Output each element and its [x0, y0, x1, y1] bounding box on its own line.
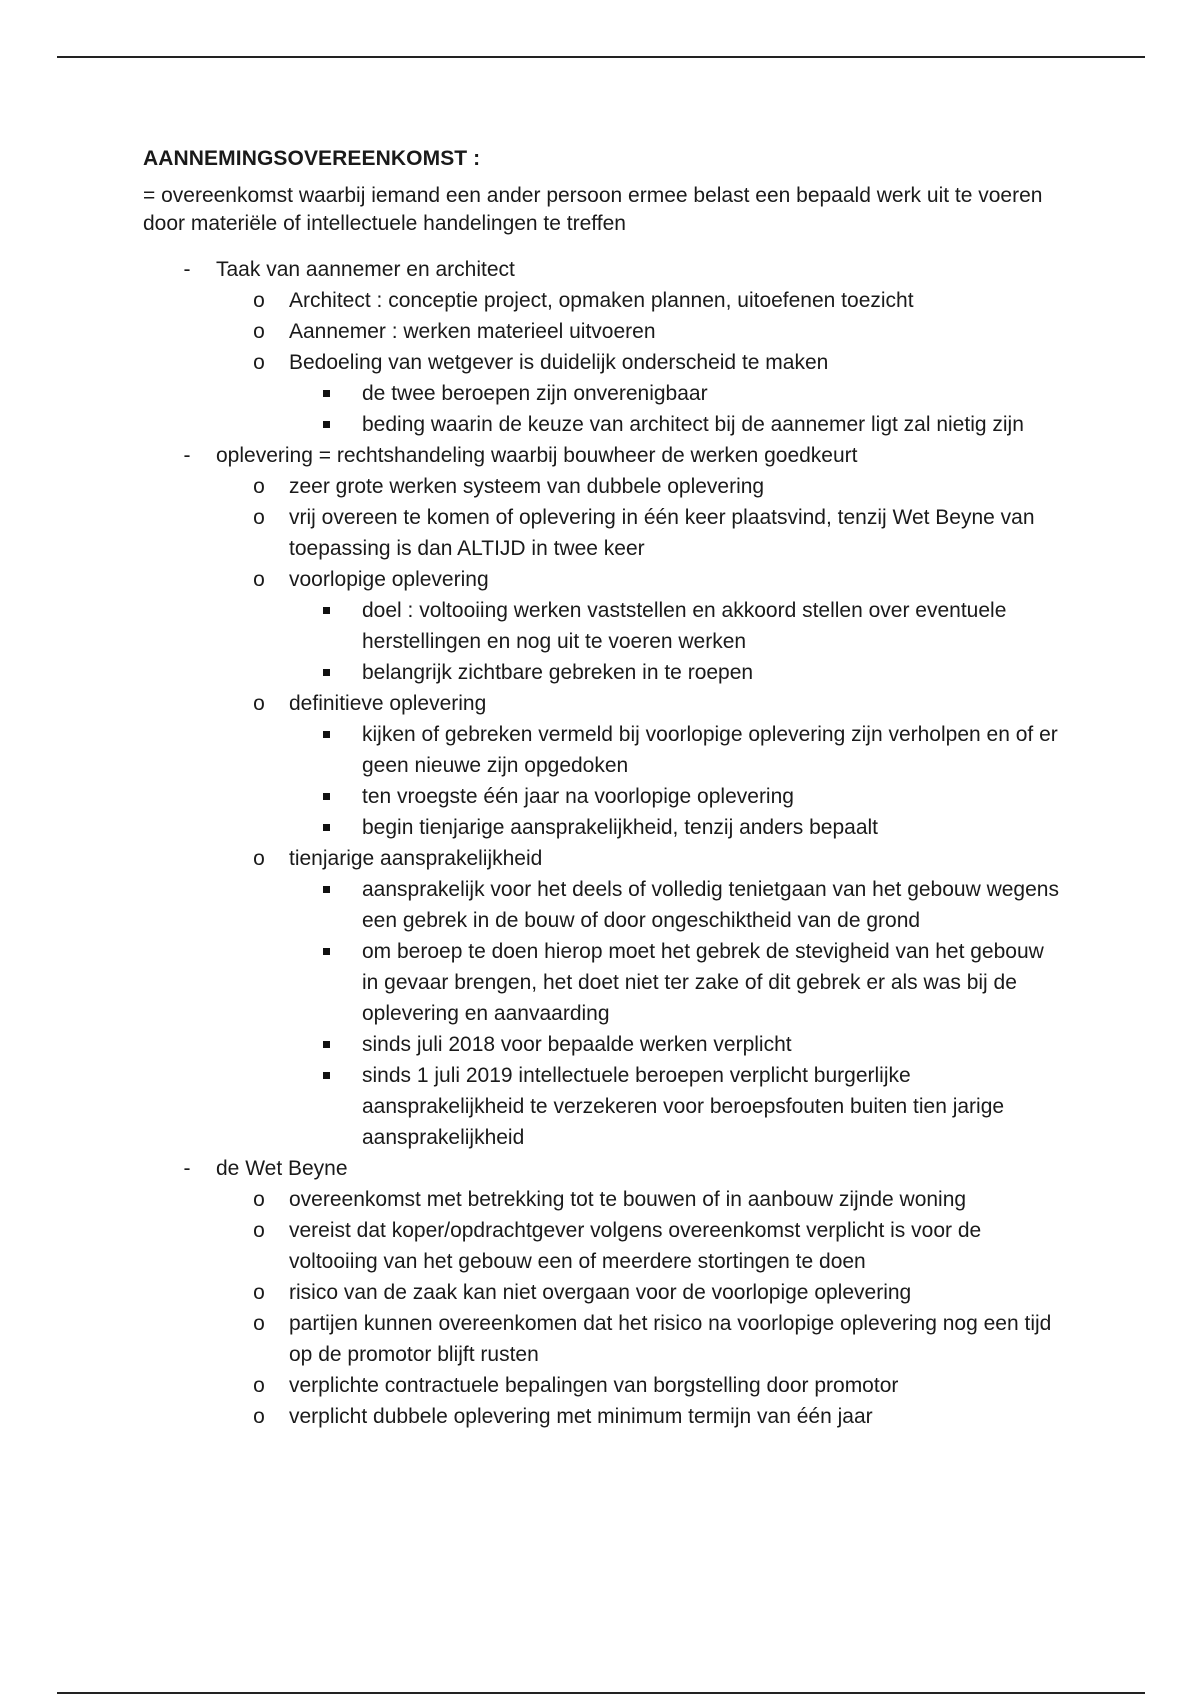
- detail-item-text: sinds 1 juli 2019 intellectuele beroepen verplicht burgerlijke aansprakelijkheid te verzekeren voor beroepsfouten buiten tien jarige aansprakelijkheid: [362, 1064, 1005, 1149]
- sub-item-text: definitieve oplevering: [289, 692, 487, 715]
- detail-item: [289, 1029, 1063, 1060]
- sub-item: [216, 347, 1063, 440]
- detail-list: [289, 378, 1063, 440]
- detail-item: [289, 781, 1063, 812]
- sub-item: [216, 1370, 1063, 1401]
- detail-item-text: om beroep te doen hierop moet het gebrek de stevigheid van het gebouw in gevaar brengen, het doet niet ter zake of dit gebrek er als was bij de oplevering en aanvaarding: [362, 940, 1044, 1025]
- detail-list: [289, 719, 1063, 843]
- sub-item-text: verplicht dubbele oplevering met minimum termijn van één jaar: [289, 1405, 873, 1428]
- detail-item: [289, 409, 1063, 440]
- sub-item: [216, 843, 1063, 1153]
- outline-item: [143, 254, 1063, 440]
- square-bullet-icon: [323, 824, 330, 831]
- detail-list: [289, 595, 1063, 688]
- sub-item: [216, 502, 1063, 564]
- outline-list: [143, 254, 1063, 1432]
- detail-item-text: kijken of gebreken vermeld bij voorlopige oplevering zijn verholpen en of er geen nieuwe zijn opgedoken: [362, 723, 1058, 777]
- detail-item: [289, 874, 1063, 936]
- dash-bullet-icon: -: [183, 444, 191, 467]
- detail-item-text: beding waarin de keuze van architect bij de aannemer ligt zal nietig zijn: [362, 413, 1024, 436]
- detail-item-text: doel : voltooiing werken vaststellen en akkoord stellen over eventuele herstellingen en nog uit te voeren werken: [362, 599, 1007, 653]
- circle-bullet-icon: o: [253, 1374, 265, 1397]
- circle-bullet-icon: o: [253, 1312, 265, 1335]
- detail-list: [289, 874, 1063, 1153]
- circle-bullet-icon: o: [253, 320, 265, 343]
- circle-bullet-icon: o: [253, 1188, 265, 1211]
- definition-paragraph: = overeenkomst waarbij iemand een ander persoon ermee belast een bepaald werk uit te voeren door materiële of intellectuele handelingen te treffen: [143, 184, 1043, 235]
- detail-item: [289, 378, 1063, 409]
- sub-list: [216, 471, 1063, 1153]
- detail-item: [289, 812, 1063, 843]
- sub-item: [216, 1277, 1063, 1308]
- sub-item-text: risico van de zaak kan niet overgaan voor de voorlopige oplevering: [289, 1281, 912, 1304]
- outline-item-text: oplevering = rechtshandeling waarbij bouwheer de werken goedkeurt: [216, 444, 858, 467]
- outline-item: [143, 1153, 1063, 1432]
- sub-item-text: voorlopige oplevering: [289, 568, 489, 591]
- circle-bullet-icon: o: [253, 692, 265, 715]
- circle-bullet-icon: o: [253, 475, 265, 498]
- document-title: AANNEMINGSOVEREENKOMST :: [143, 147, 481, 170]
- circle-bullet-icon: o: [253, 1405, 265, 1428]
- square-bullet-icon: [323, 948, 330, 955]
- header-rule: [57, 56, 1145, 58]
- sub-item-text: Aannemer : werken materieel uitvoeren: [289, 320, 656, 343]
- circle-bullet-icon: o: [253, 351, 265, 374]
- detail-item: [289, 1060, 1063, 1153]
- sub-item: [216, 1215, 1063, 1277]
- square-bullet-icon: [323, 669, 330, 676]
- sub-item-text: vrij overeen te komen of oplevering in één keer plaatsvind, tenzij Wet Beyne van toepassing is dan ALTIJD in twee keer: [289, 506, 1035, 560]
- square-bullet-icon: [323, 390, 330, 397]
- circle-bullet-icon: o: [253, 847, 265, 870]
- dash-bullet-icon: -: [183, 1157, 191, 1180]
- document-body: [143, 144, 1063, 1432]
- sub-item-text: vereist dat koper/opdrachtgever volgens overeenkomst verplicht is voor de voltooiing van het gebouw een of meerdere stortingen te doen: [289, 1219, 982, 1273]
- detail-item-text: begin tienjarige aansprakelijkheid, tenzij anders bepaalt: [362, 816, 879, 839]
- sub-item-text: Architect : conceptie project, opmaken plannen, uitoefenen toezicht: [289, 289, 914, 312]
- sub-item: [216, 688, 1063, 843]
- detail-item-text: sinds juli 2018 voor bepaalde werken verplicht: [362, 1033, 792, 1056]
- square-bullet-icon: [323, 607, 330, 614]
- outline-item: [143, 440, 1063, 1153]
- sub-item-text: partijen kunnen overeenkomen dat het risico na voorlopige oplevering nog een tijd op de promotor blijft rusten: [289, 1312, 1052, 1366]
- square-bullet-icon: [323, 793, 330, 800]
- outline-item-text: Taak van aannemer en architect: [216, 258, 515, 281]
- sub-item: [216, 285, 1063, 316]
- circle-bullet-icon: o: [253, 1281, 265, 1304]
- circle-bullet-icon: o: [253, 506, 265, 529]
- sub-item: [216, 471, 1063, 502]
- detail-item-text: aansprakelijk voor het deels of volledig tenietgaan van het gebouw wegens een gebrek in de bouw of door ongeschiktheid van de grond: [362, 878, 1059, 932]
- outline-item-text: de Wet Beyne: [216, 1157, 348, 1180]
- sub-item: [216, 564, 1063, 688]
- circle-bullet-icon: o: [253, 1219, 265, 1242]
- sub-item: [216, 316, 1063, 347]
- square-bullet-icon: [323, 1041, 330, 1048]
- detail-item: [289, 657, 1063, 688]
- sub-item-text: overeenkomst met betrekking tot te bouwen of in aanbouw zijnde woning: [289, 1188, 967, 1211]
- circle-bullet-icon: o: [253, 289, 265, 312]
- sub-item-text: zeer grote werken systeem van dubbele oplevering: [289, 475, 765, 498]
- square-bullet-icon: [323, 731, 330, 738]
- square-bullet-icon: [323, 886, 330, 893]
- sub-list: [216, 1184, 1063, 1432]
- sub-item: [216, 1401, 1063, 1432]
- detail-item-text: de twee beroepen zijn onverenigbaar: [362, 382, 708, 405]
- detail-item: [289, 936, 1063, 1029]
- detail-item-text: ten vroegste één jaar na voorlopige oplevering: [362, 785, 794, 808]
- detail-item: [289, 595, 1063, 657]
- footer-rule: [57, 1692, 1145, 1694]
- detail-item-text: belangrijk zichtbare gebreken in te roepen: [362, 661, 754, 684]
- detail-item: [289, 719, 1063, 781]
- square-bullet-icon: [323, 1072, 330, 1079]
- sub-item: [216, 1308, 1063, 1370]
- sub-item-text: tienjarige aansprakelijkheid: [289, 847, 543, 870]
- sub-item: [216, 1184, 1063, 1215]
- circle-bullet-icon: o: [253, 568, 265, 591]
- square-bullet-icon: [323, 421, 330, 428]
- dash-bullet-icon: -: [183, 258, 191, 281]
- sub-item-text: Bedoeling van wetgever is duidelijk onderscheid te maken: [289, 351, 829, 374]
- sub-list: [216, 285, 1063, 440]
- sub-item-text: verplichte contractuele bepalingen van borgstelling door promotor: [289, 1374, 899, 1397]
